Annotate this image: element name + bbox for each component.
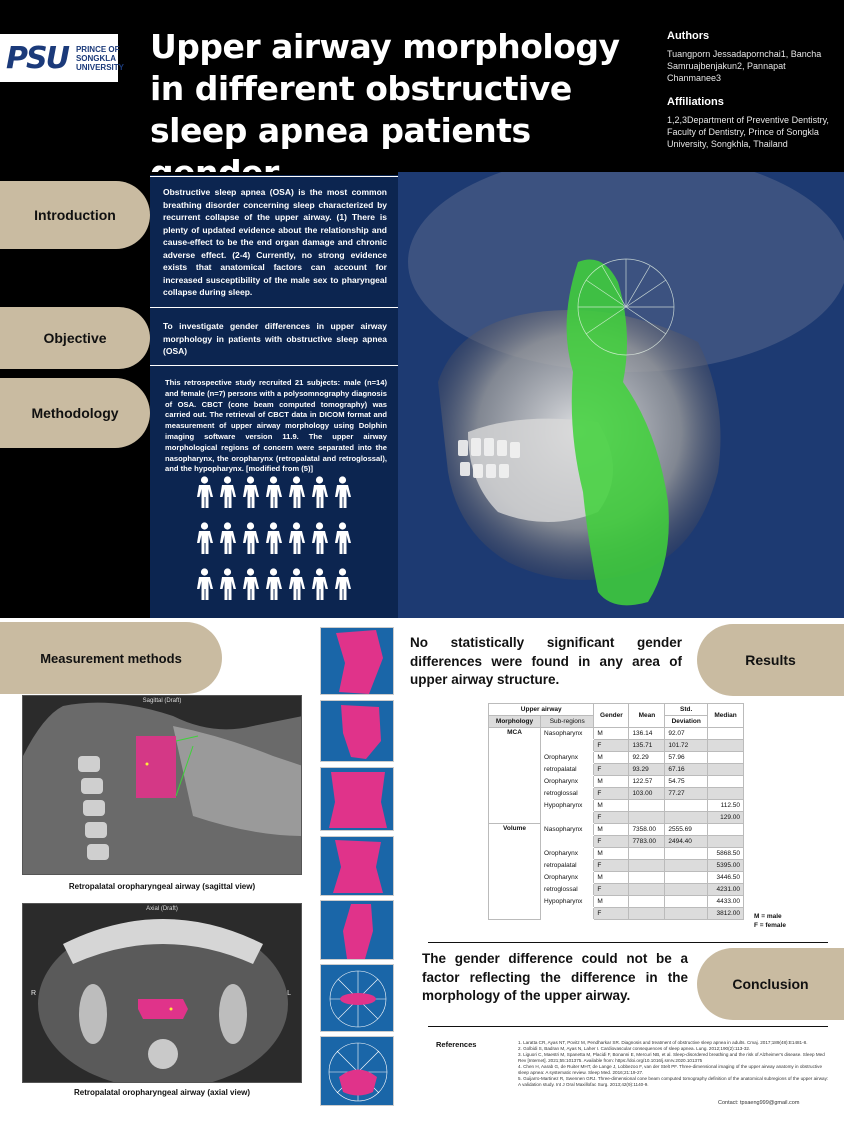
sd-cell: 54.75 [665, 776, 708, 788]
axial-left-marker: R [31, 990, 37, 997]
logo-text [76, 45, 124, 72]
person-row [196, 568, 366, 602]
morphology-cell: MCA [489, 728, 541, 824]
person-icon [219, 522, 236, 556]
header-gender: Gender [594, 704, 629, 728]
airway-shape [321, 628, 394, 695]
divider [150, 307, 398, 308]
subregion-cell: retropalatal [541, 860, 594, 872]
author-block [667, 30, 839, 150]
logo-line: PRINCE OF [75, 44, 120, 54]
contact-email: Contact: tpsaeng999@gmail.com [718, 1100, 800, 1106]
methodology-text: This retrospective study recruited 21 subjects: male (n=14) and female (n=7) persons with a polysomnography diagnosis of OSA. CBCT (cone beam computed tomography) was carried out. The retrieval of CBCT data in DICOM format and measurement of upper airway morphology using Dolphin imaging software version 11.9. The upper airway morphological regions of concern were separated into the nasopharynx, the oropharynx (retropalatal and retroglossal), and the hypopharynx. [modified from (5)] [165, 378, 387, 474]
mean-cell: 122.57 [629, 776, 665, 788]
subregion-cell: retropalatal [541, 764, 594, 776]
sd-cell [665, 848, 708, 860]
person-icon [288, 476, 305, 510]
reference-item: 5. Guijarro-Martinez R, Swennen GRJ. Three-dimensional cone beam computed tomography definition of the anatomical subregions of the upper airway: A validation study. Int J Oral Maxillofac Surg. 2013;42(9):1140-9. [518, 1076, 829, 1087]
median-cell [708, 752, 744, 764]
sd-cell: 57.96 [665, 752, 708, 764]
conclusion-label: Conclusion [732, 976, 809, 992]
median-cell: 4433.00 [708, 896, 744, 908]
divider [428, 942, 828, 943]
results-statement: No statistically significant gender differences were found in any area of upper airway structure. [410, 635, 682, 687]
gender-cell: M [594, 896, 629, 908]
logo-line: SONGKLA [75, 53, 116, 63]
introduction-label: Introduction [34, 207, 116, 223]
airway-3d-thumb [320, 767, 394, 831]
median-cell [708, 764, 744, 776]
person-icon [265, 522, 282, 556]
airway-shape [321, 701, 394, 762]
subregion-cell [541, 836, 594, 848]
subjects-pictogram [196, 476, 366, 614]
person-icon [265, 476, 282, 510]
methodology-pill [0, 378, 150, 448]
airway-axial-shape [321, 1037, 394, 1106]
reference-item: 3. Liguori C, Maestri M, Spanetta M, Placidi F, Bonanni E, Mercuri NB, et al. Sleep-disordered breathing and the risk of Alzheimer's disease. Sleep Med Rev [Internet]. 2021;55:101375. Available from: https://doi.org/10.1016/j.smrv.2020.101375 [518, 1052, 825, 1063]
logo-line: UNIVERSITY [75, 62, 124, 72]
objective-text: To investigate gender differences in upper airway morphology in patients with obstructive sleep apnea (OSA) [163, 321, 387, 356]
median-cell [708, 728, 744, 740]
affiliations-heading: Affiliations [667, 96, 724, 108]
mean-cell: 7358.00 [629, 824, 665, 836]
axial-scan [22, 903, 302, 1083]
measurement-pill [0, 622, 222, 694]
header-upper-airway: Upper airway [489, 704, 594, 716]
psu-logo [0, 34, 124, 82]
table-row [489, 728, 744, 740]
subregion-cell: Oropharynx [541, 776, 594, 788]
sd-cell: 2555.69 [665, 824, 708, 836]
header-std: Std. [665, 704, 708, 716]
person-icon [219, 476, 236, 510]
median-cell: 3812.00 [708, 908, 744, 920]
gender-cell: M [594, 800, 629, 812]
person-row [196, 476, 366, 510]
person-icon [311, 568, 328, 602]
gender-cell: M [594, 872, 629, 884]
sd-cell: 2494.40 [665, 836, 708, 848]
sd-cell: 101.72 [665, 740, 708, 752]
introduction-text: Obstructive sleep apnea (OSA) is the most common breathing disorder concerning sleep characterized by recurrent collapse of the upper airway. (1) There is plenty of updated evidence about the relationship and cause-effect to be the end organ damage and chronic adverse effect. (2-4) Currently, no strong evidence exists that anatomical factors can account for increased susceptibility of the male sex to pharyngeal collapse during sleep. [163, 187, 387, 297]
median-cell [708, 824, 744, 836]
person-icon [311, 476, 328, 510]
morphology-cell: Volume [489, 824, 541, 920]
mean-cell: 135.71 [629, 740, 665, 752]
person-icon [196, 568, 213, 602]
measurement-label: Measurement methods [40, 650, 182, 666]
airway-shape [321, 768, 394, 831]
reference-item: 4. Chen H, Aarab G, de Ruiter MHT, de Lange J, Lobbezoo F, van der Stelt PF. Three-dimensional imaging of the upper airway anatomy in obstructive sleep apnea: A systematic review. Sleep Med. 2016;21:19-27. [518, 1064, 823, 1075]
mean-cell [629, 848, 665, 860]
axial-scan-label: Axial (Draft) [146, 906, 178, 912]
gender-cell: M [594, 752, 629, 764]
mean-cell: 92.29 [629, 752, 665, 764]
skull-render [398, 172, 844, 618]
mean-cell [629, 872, 665, 884]
person-icon [288, 568, 305, 602]
median-cell [708, 776, 744, 788]
results-table [488, 703, 744, 920]
sd-cell [665, 812, 708, 824]
person-icon [311, 522, 328, 556]
gender-cell: F [594, 788, 629, 800]
sd-cell [665, 908, 708, 920]
mean-cell [629, 884, 665, 896]
airway-3d-thumb [320, 964, 394, 1032]
gender-cell: F [594, 860, 629, 872]
subregion-cell: Oropharynx [541, 872, 594, 884]
airway-3d-thumb [320, 836, 394, 896]
subregion-cell: Hypopharynx [541, 800, 594, 812]
references-label: References [436, 1040, 477, 1049]
person-icon [265, 568, 282, 602]
reference-item: 2. Golbidi S, Badran M, Ayas N, Laher I. Cardiovascular consequences of sleep apnea. Lung. 2012;190(2):113-32. [518, 1046, 751, 1051]
gender-cell: F [594, 812, 629, 824]
subregion-cell: Nasopharynx [541, 728, 594, 740]
header-mean: Mean [629, 704, 665, 728]
sd-cell [665, 884, 708, 896]
affiliations-text: 1,2,3Department of Preventive Dentistry, Faculty of Dentistry, Prince of Songkla University, Songkhla, Thailand [667, 115, 829, 149]
median-cell: 3446.50 [708, 872, 744, 884]
sagittal-image [23, 696, 302, 875]
header-morphology: Morphology [489, 716, 541, 728]
gender-cell: M [594, 824, 629, 836]
subregion-cell: Hypopharynx [541, 896, 594, 908]
mean-cell [629, 908, 665, 920]
sd-cell: 67.16 [665, 764, 708, 776]
gender-cell: F [594, 740, 629, 752]
legend [754, 912, 786, 930]
introduction-pill [0, 181, 150, 249]
subregion-cell [541, 908, 594, 920]
authors-list: Tuangporn Jessadapornchai1, Bancha Samruajbenjakun2, Pannapat Chanmanee3 [667, 49, 822, 83]
mean-cell [629, 860, 665, 872]
mean-cell: 93.29 [629, 764, 665, 776]
subregion-cell [541, 740, 594, 752]
gender-cell: F [594, 908, 629, 920]
person-icon [196, 476, 213, 510]
conclusion-statement: The gender difference could not be a factor reflecting the difference in the morphology of the upper airway. [422, 951, 688, 1003]
legend-female: F = female [754, 922, 786, 929]
person-icon [196, 522, 213, 556]
median-cell [708, 740, 744, 752]
gender-cell: F [594, 884, 629, 896]
objective-label: Objective [43, 330, 107, 346]
sd-cell [665, 800, 708, 812]
person-icon [242, 568, 259, 602]
divider [150, 176, 398, 177]
median-cell [708, 836, 744, 848]
results-pill [697, 624, 844, 696]
sd-cell [665, 896, 708, 908]
objective-pill [0, 307, 150, 369]
median-cell: 5868.50 [708, 848, 744, 860]
reference-item: 1. Laratta CR, Ayas NT, Povitz M, Pendharkar SR. Diagnosis and treatment of obstructive sleep apnea in adults. Cmaj. 2017;189(48):E1481-8. [518, 1040, 808, 1045]
gender-cell: M [594, 776, 629, 788]
sagittal-caption: Retropalatal oropharyngeal airway (sagittal view) [68, 882, 256, 891]
results-label: Results [745, 652, 796, 668]
airway-3d-thumb [320, 900, 394, 960]
authors-heading: Authors [667, 30, 710, 42]
person-icon [334, 476, 351, 510]
header-subregions: Sub-regions [541, 716, 594, 728]
mean-cell: 7783.00 [629, 836, 665, 848]
median-cell: 4231.00 [708, 884, 744, 896]
airway-3d-thumb [320, 627, 394, 695]
divider [428, 1026, 828, 1027]
person-icon [242, 476, 259, 510]
median-cell [708, 788, 744, 800]
sd-cell [665, 872, 708, 884]
subregion-cell: retroglossal [541, 884, 594, 896]
subregion-cell: Oropharynx [541, 752, 594, 764]
median-cell: 5395.00 [708, 860, 744, 872]
references-list [518, 1040, 830, 1088]
mean-cell: 136.14 [629, 728, 665, 740]
airway-axial-shape [321, 965, 394, 1032]
airway-3d-thumb [320, 700, 394, 762]
person-icon [242, 522, 259, 556]
divider [150, 365, 398, 366]
poster-title: Upper airway morphology in different obstructive sleep apnea patients [150, 27, 620, 150]
cbct-render [398, 172, 844, 618]
gender-cell: F [594, 764, 629, 776]
subregion-cell: retroglossal [541, 788, 594, 800]
sd-cell: 92.07 [665, 728, 708, 740]
gender-cell: M [594, 848, 629, 860]
person-icon [219, 568, 236, 602]
methodology-label: Methodology [31, 405, 119, 421]
header-median: Median [708, 704, 744, 728]
person-icon [334, 522, 351, 556]
subregion-cell [541, 812, 594, 824]
person-icon [288, 522, 305, 556]
mean-cell: 103.00 [629, 788, 665, 800]
legend-male: M = male [754, 913, 782, 920]
axial-image [23, 904, 302, 1083]
mean-cell [629, 896, 665, 908]
airway-shape [321, 837, 394, 896]
mean-cell [629, 812, 665, 824]
sagittal-scan-label: Sagittal (Draft) [142, 698, 182, 704]
sd-cell: 77.27 [665, 788, 708, 800]
gender-cell: F [594, 836, 629, 848]
airway-shape [321, 901, 394, 960]
subregion-cell: Oropharynx [541, 848, 594, 860]
axial-caption: Retropalatal oropharyngeal airway (axial view) [73, 1088, 251, 1097]
conclusion-pill [697, 948, 844, 1020]
axial-right-marker: L [287, 990, 291, 997]
poster-header [0, 0, 844, 172]
table-header-row [489, 704, 744, 716]
gender-cell: M [594, 728, 629, 740]
sd-cell [665, 860, 708, 872]
median-cell: 112.50 [708, 800, 744, 812]
median-cell: 129.00 [708, 812, 744, 824]
airway-3d-thumb [320, 1036, 394, 1106]
mean-cell [629, 800, 665, 812]
table-row [489, 824, 744, 836]
person-icon [334, 568, 351, 602]
person-row [196, 522, 366, 556]
logo-mark: PSU [6, 40, 68, 76]
header-deviation: Deviation [665, 716, 708, 728]
subregion-cell: Nasopharynx [541, 824, 594, 836]
sagittal-scan [22, 695, 302, 875]
